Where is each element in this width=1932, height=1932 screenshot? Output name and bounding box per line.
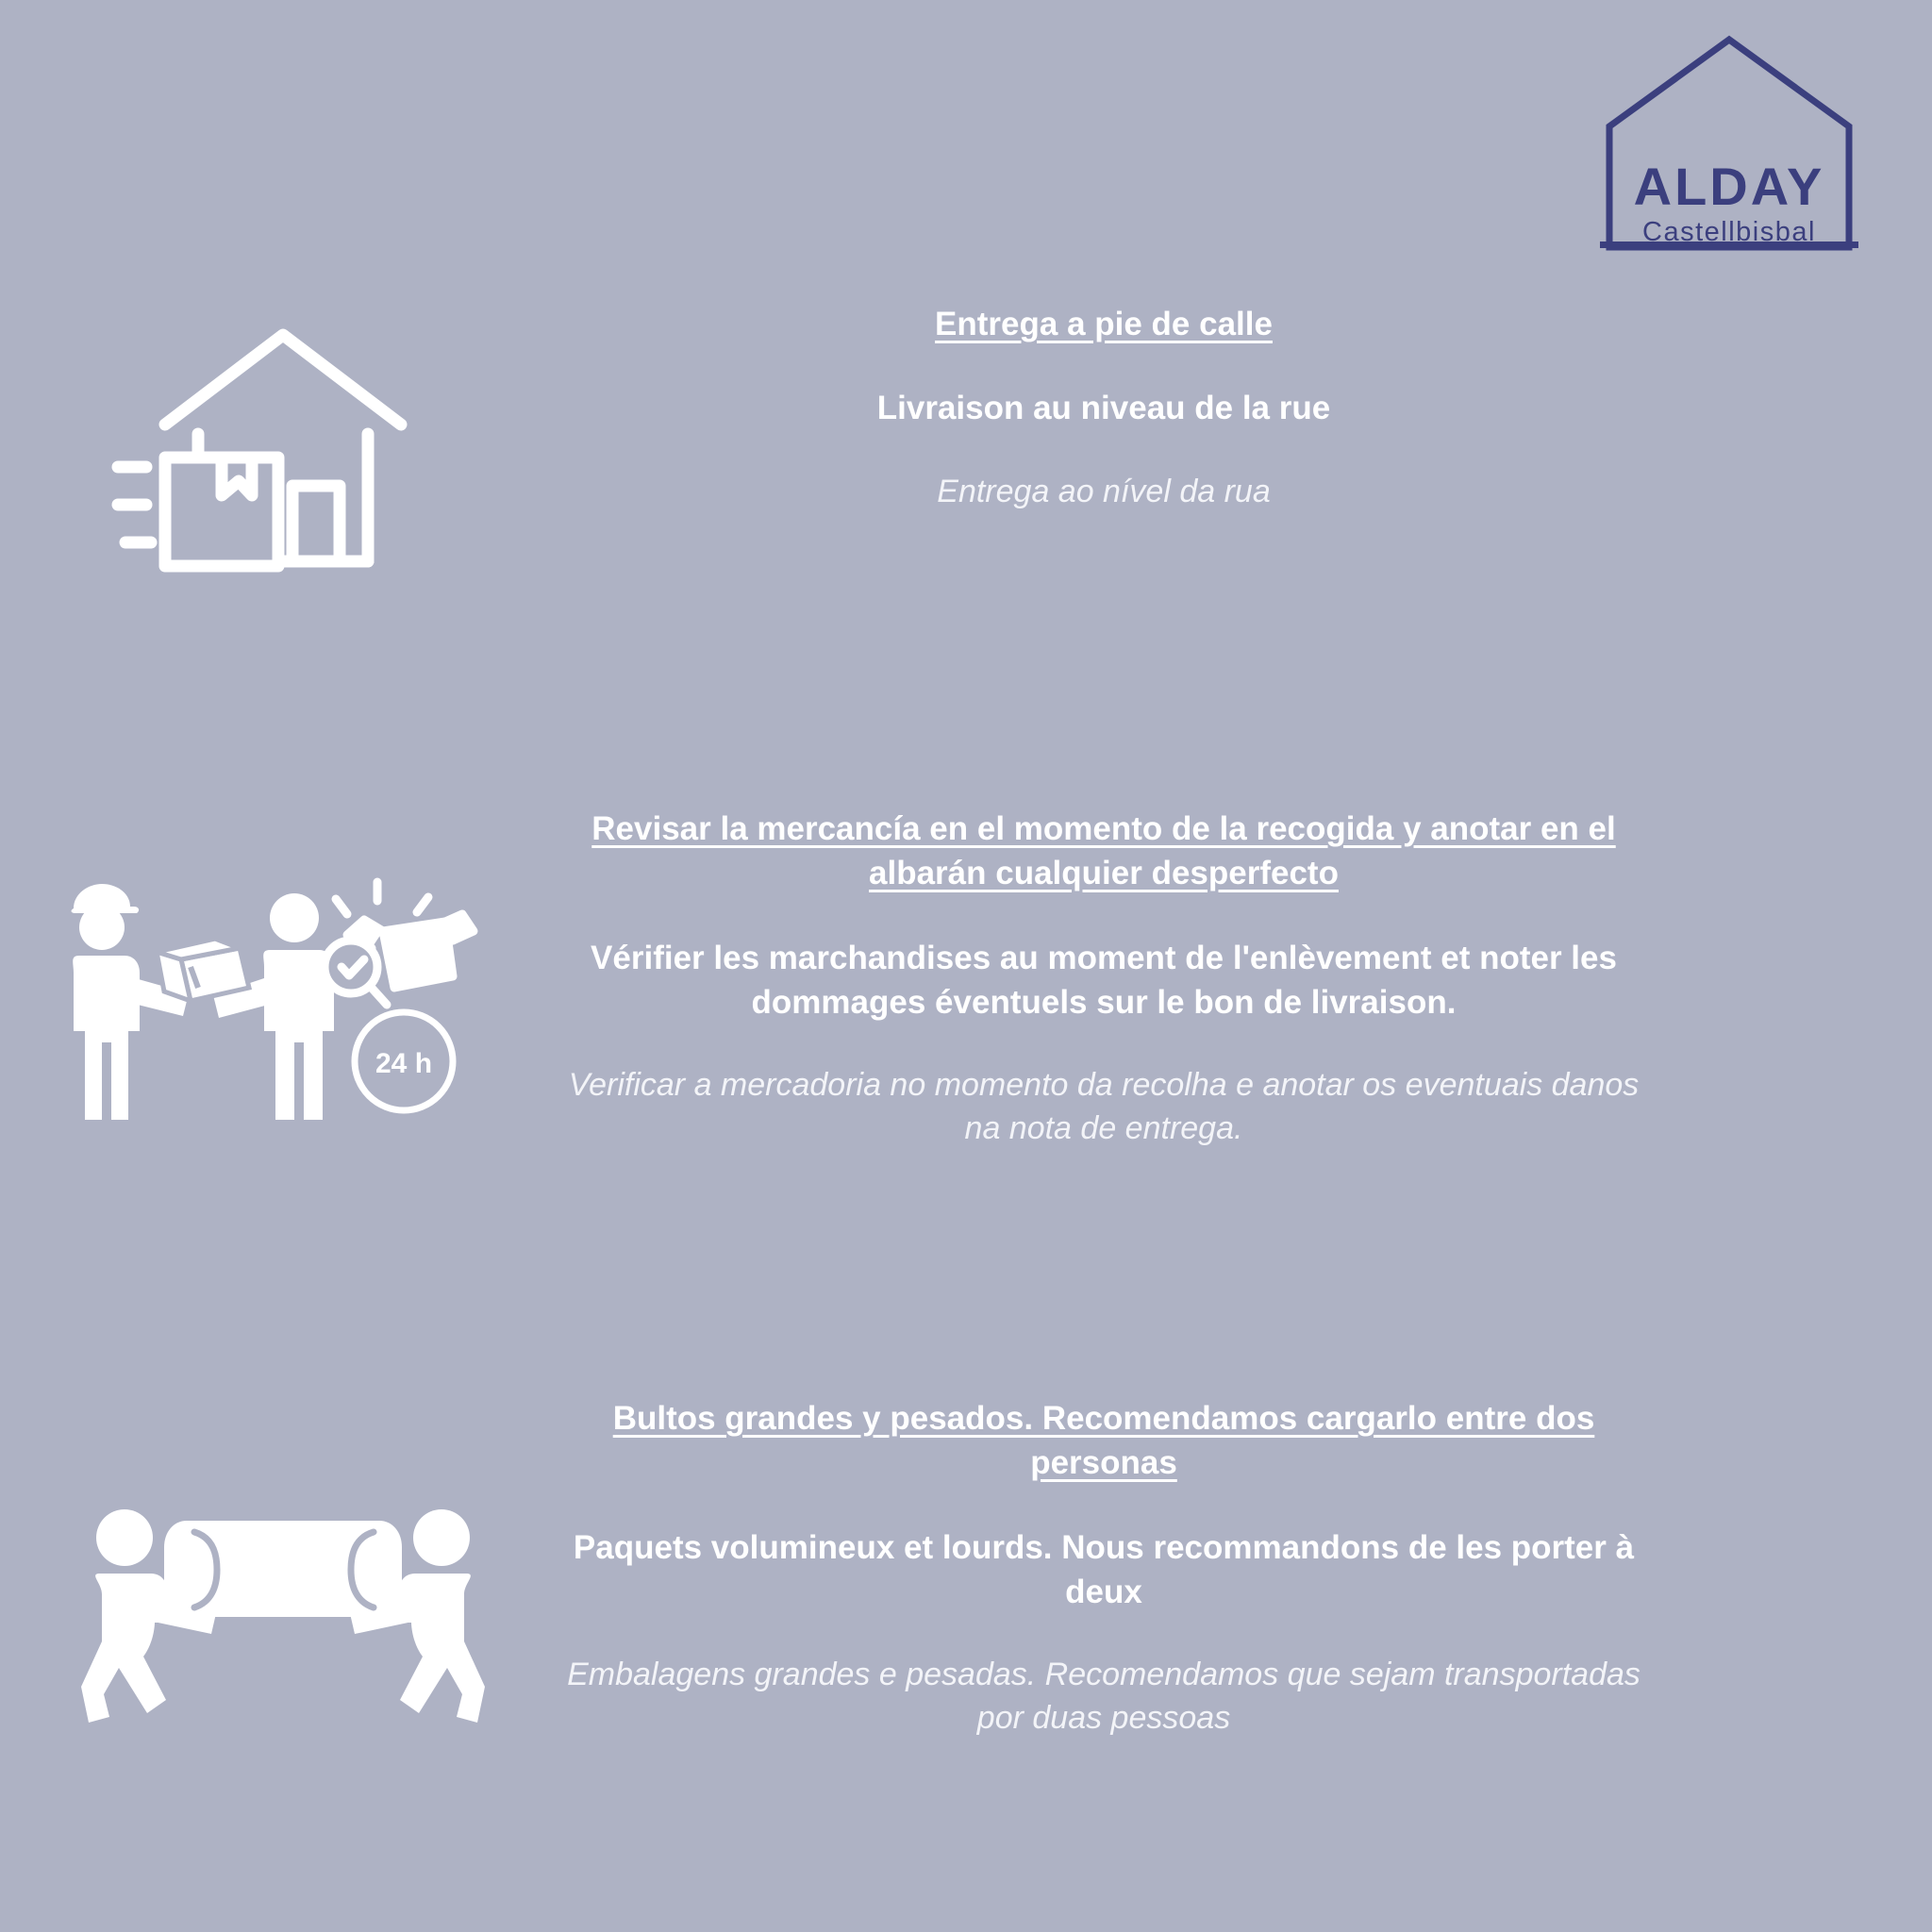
- icon-container: [19, 302, 547, 623]
- text-container: [547, 302, 1660, 513]
- badge-24h-label: 24 h: [375, 1048, 433, 1079]
- icon-container: [19, 807, 547, 1156]
- text-container: [547, 1396, 1660, 1740]
- brand-text: [1592, 157, 1866, 247]
- two-people-carrying-load-icon: [75, 1500, 491, 1745]
- text-container: [547, 807, 1660, 1151]
- handover-package-24h-icon: [47, 873, 519, 1156]
- text-portuguese: Embalagens grandes e pesadas. Recomendamos que sejam transportadas por duas pessoas: [567, 1657, 1641, 1736]
- brand-location: Castellbisbal: [1642, 217, 1816, 247]
- info-block-heavy-parcels: [19, 1396, 1660, 1745]
- text-spanish: Entrega a pie de calle: [935, 306, 1273, 342]
- text-spanish: Revisar la mercancía en el momento de la recogida y anotar en el albarán cualquier desperfecto: [591, 810, 1616, 892]
- text-portuguese: Verificar a mercadoria no momento da recolha e anotar os eventuais danos na nota de entrega.: [568, 1067, 1640, 1146]
- info-block-street-delivery: [19, 302, 1660, 623]
- warehouse-with-package-icon: [108, 311, 458, 623]
- text-french: Paquets volumineux et lourds. Nous recommandons de les porter à deux: [573, 1528, 1635, 1610]
- text-french: Vérifier les marchandises au moment de l'enlèvement et noter les dommages éventuels sur le bon de livraison.: [591, 939, 1617, 1021]
- brand-name: ALDAY: [1633, 157, 1825, 216]
- text-spanish: Bultos grandes y pesados. Recomendamos cargarlo entre dos personas: [612, 1400, 1595, 1482]
- info-block-check-goods: [19, 807, 1660, 1156]
- text-portuguese: Entrega ao nível da rua: [937, 473, 1271, 509]
- brand-logo: [1592, 28, 1866, 264]
- text-french: Livraison au niveau de la rue: [876, 390, 1331, 427]
- icon-container: [19, 1396, 547, 1745]
